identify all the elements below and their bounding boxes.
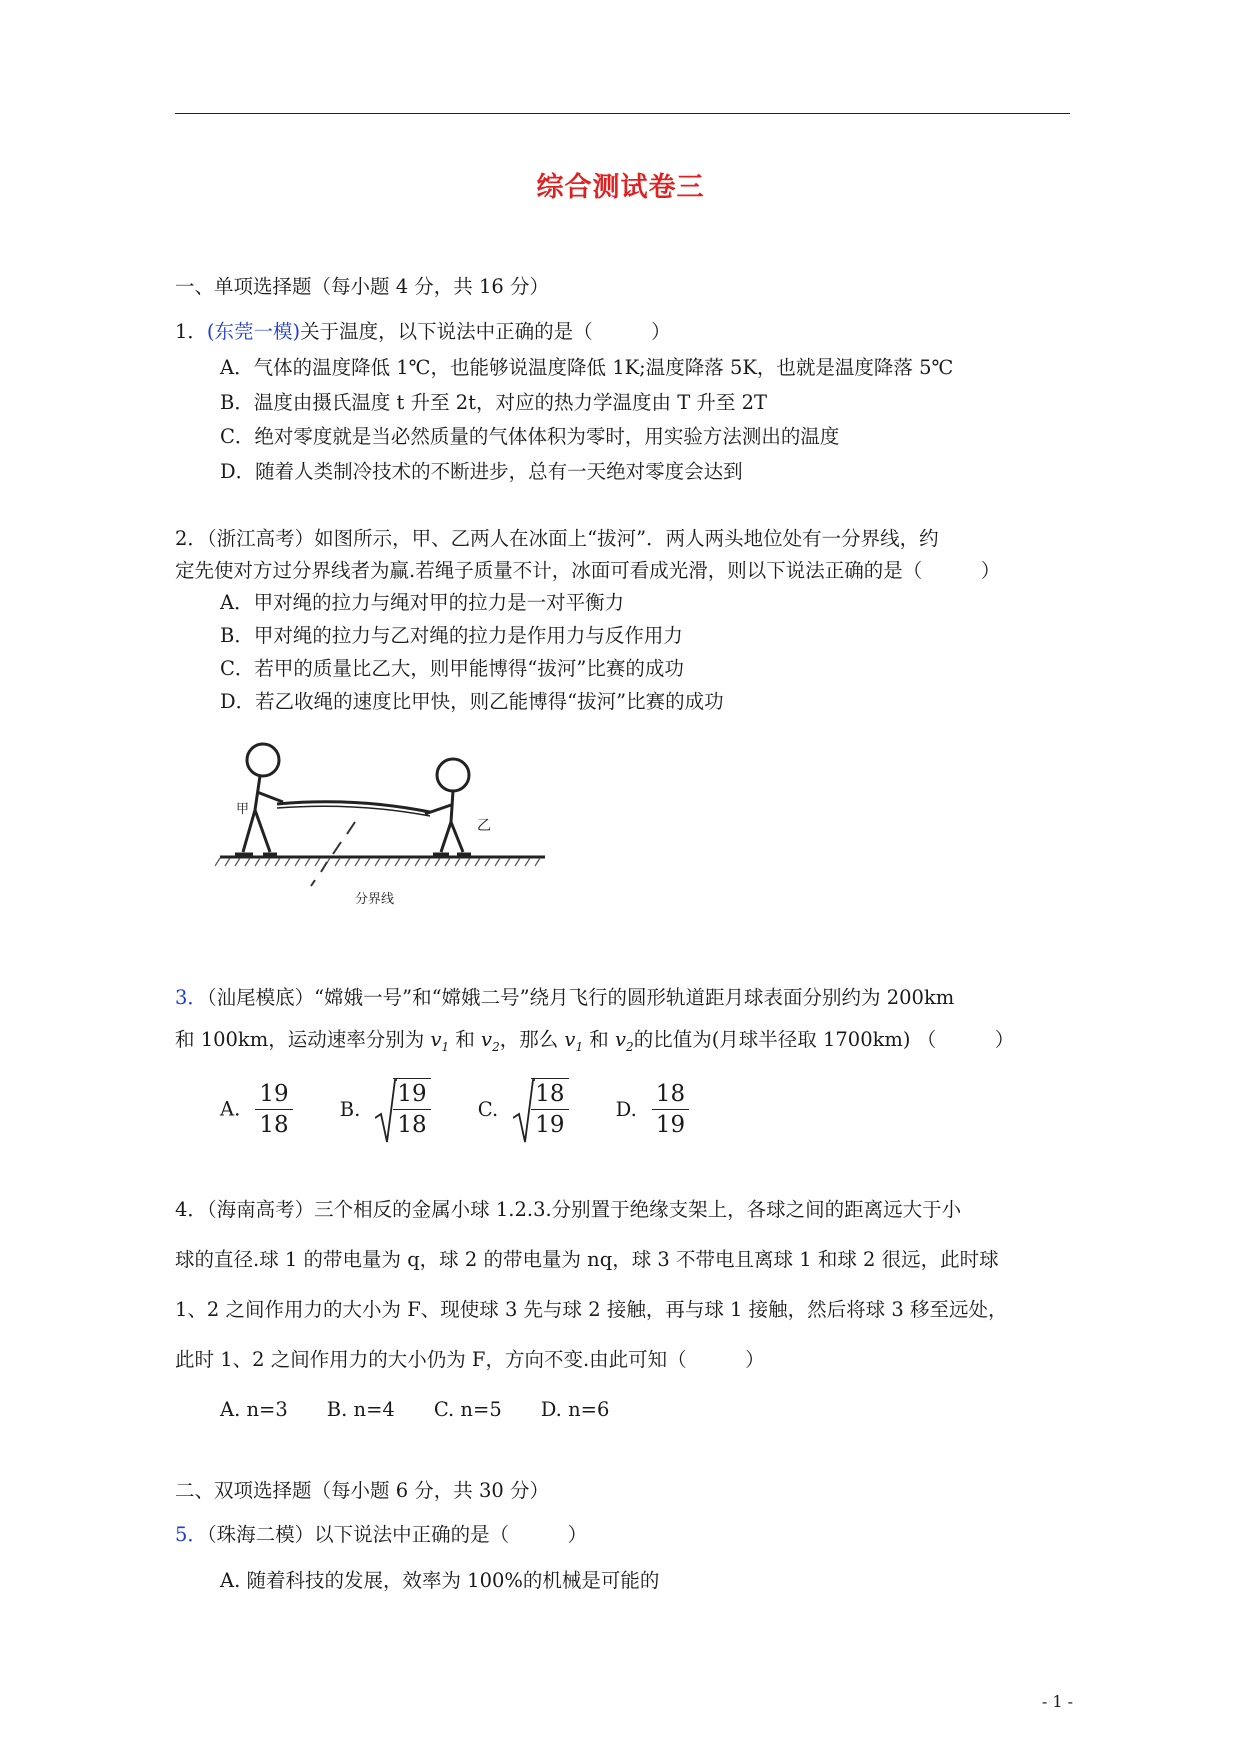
question-2-stem-line-2: 定先使对方过分界线者为赢.若绳子质量不计，冰面可看成光滑，则以下说法正确的是（ ） — [175, 559, 1001, 582]
question-1-option-b: B．温度由摄氏温度 t 升至 2t，对应的热力学温度由 T 升至 2T — [220, 391, 768, 414]
denominator: 18 — [397, 1112, 427, 1138]
numerator: 19 — [255, 1079, 292, 1110]
question-1-option-c: C．绝对零度就是当必然质量的气体体积为零时，用实验方法测出的温度 — [220, 425, 840, 448]
numerator: 19 — [393, 1079, 430, 1110]
option-a-label: A. — [220, 1097, 241, 1121]
question-1-option-a: A．气体的温度降低 1℃，也能够说温度降低 1K;温度降落 5K，也就是温度降落 5℃ — [220, 356, 954, 379]
page-title: 综合测试卷三 — [536, 172, 705, 203]
question-text: 和 — [589, 1028, 609, 1051]
question-1-stem — [175, 319, 671, 345]
page-number: - 1 - — [1041, 1692, 1073, 1711]
denominator: 19 — [655, 1111, 686, 1138]
option-b-sqrt — [375, 1078, 430, 1140]
question-3-stem-line-1 — [175, 985, 954, 1011]
question-2-option-a: A．甲对绳的拉力与绳对甲的拉力是一对平衡力 — [220, 591, 625, 614]
question-2-option-b: B．甲对绳的拉力与乙对绳的拉力是作用力与反作用力 — [220, 624, 683, 647]
question-text: （汕尾模底）“嫦娥一号”和“嫦娥二号”绕月飞行的圆形轨道距月球表面分别约为 200km — [206, 986, 955, 1009]
section-1-heading: 一、单项选择题（每小题 4 分，共 16 分） — [175, 275, 550, 298]
question-source: (东莞一模) — [206, 320, 301, 343]
question-4-stem-line-1: 4．（海南高考）三个相反的金属小球 1.2.3.分别置于绝缘支架上，各球之间的距离远大于小 — [175, 1198, 962, 1221]
question-3-options — [220, 1078, 689, 1148]
person-yi-body — [451, 791, 453, 822]
symbol-v1: $v_1$ — [564, 1028, 584, 1054]
option-c-sqrt — [513, 1078, 568, 1140]
numerator: 18 — [652, 1079, 689, 1110]
question-2-option-d: D．若乙收绳的速度比甲快，则乙能博得“拔河”比赛的成功 — [220, 690, 724, 713]
question-4-stem-line-4: 此时 1、2 之间作用力的大小仍为 F，方向不变.由此可知（ ） — [175, 1348, 765, 1371]
option-d-label: D. — [615, 1097, 637, 1121]
option-c-label: C. — [477, 1097, 499, 1121]
header-rule — [175, 113, 1070, 114]
question-number: 5． — [175, 1523, 207, 1546]
person-jia-leg — [255, 810, 270, 852]
symbol-v1: $v_1$ — [430, 1028, 450, 1054]
option-a-fraction — [255, 1079, 292, 1140]
option-d-fraction — [652, 1079, 689, 1140]
option-b-label: B. — [339, 1097, 361, 1121]
numerator: 18 — [531, 1079, 568, 1110]
question-number: 3． — [175, 986, 207, 1009]
symbol-v2: $v_2$ — [481, 1028, 500, 1054]
question-1-option-d: D．随着人类制冷技术的不断进步，总有一天绝对零度会达到 — [220, 460, 743, 483]
question-text: 和 — [455, 1028, 475, 1051]
person-jia-head — [247, 744, 279, 776]
question-4-options: A. n=3 B. n=4 C. n=5 D. n=6 — [220, 1398, 610, 1421]
person-yi-leg — [441, 822, 451, 852]
question-4-stem-line-3: 1、2 之间作用力的大小为 F、现使球 3 先与球 2 接触，再与球 1 接触，然后将球 3 移至远处， — [175, 1298, 1008, 1321]
section-2-heading: 二、双项选择题（每小题 6 分，共 30 分） — [175, 1479, 550, 1502]
boundary-line — [311, 822, 355, 886]
denominator: 18 — [259, 1111, 289, 1138]
question-3-stem-line-2 — [175, 1027, 1014, 1060]
question-5-option-a: A. 随着科技的发展，效率为 100%的机械是可能的 — [220, 1569, 660, 1592]
figure-label-jia: 甲 — [236, 802, 250, 817]
person-yi-head — [437, 759, 469, 791]
denominator: 19 — [535, 1112, 565, 1138]
figure-label-yi: 乙 — [477, 818, 491, 834]
question-4-stem-line-2: 球的直径.球 1 的带电量为 q，球 2 的带电量为 nq，球 3 不带电且离球 1 和球 2 很远，此时球 — [175, 1248, 999, 1271]
symbol-v2: $v_2$ — [615, 1028, 634, 1054]
question-text: 和 100km，运动速率分别为 — [175, 1028, 425, 1051]
person-jia-arm — [257, 792, 283, 802]
question-text: ，那么 — [499, 1028, 559, 1051]
question-5-stem — [175, 1522, 587, 1548]
question-2-option-c: C．若甲的质量比乙大，则甲能博得“拔河”比赛的成功 — [220, 657, 684, 680]
person-yi-leg — [451, 822, 463, 852]
question-2-stem-line-1: 2．（浙江高考）如图所示，甲、乙两人在冰面上“拔河”．两人两头地位处有一分界线，约 — [175, 527, 939, 550]
question-text: （珠海二模）以下说法中正确的是（ ） — [206, 1523, 588, 1546]
figure-label-boundary: 分界线 — [355, 892, 395, 907]
tug-of-war-figure — [215, 740, 555, 915]
question-number: 1． — [175, 320, 207, 343]
question-text: 关于温度，以下说法中正确的是（ ） — [300, 320, 671, 343]
question-text: 的比值为(月球半径取 1700km) （ ） — [633, 1028, 1015, 1051]
